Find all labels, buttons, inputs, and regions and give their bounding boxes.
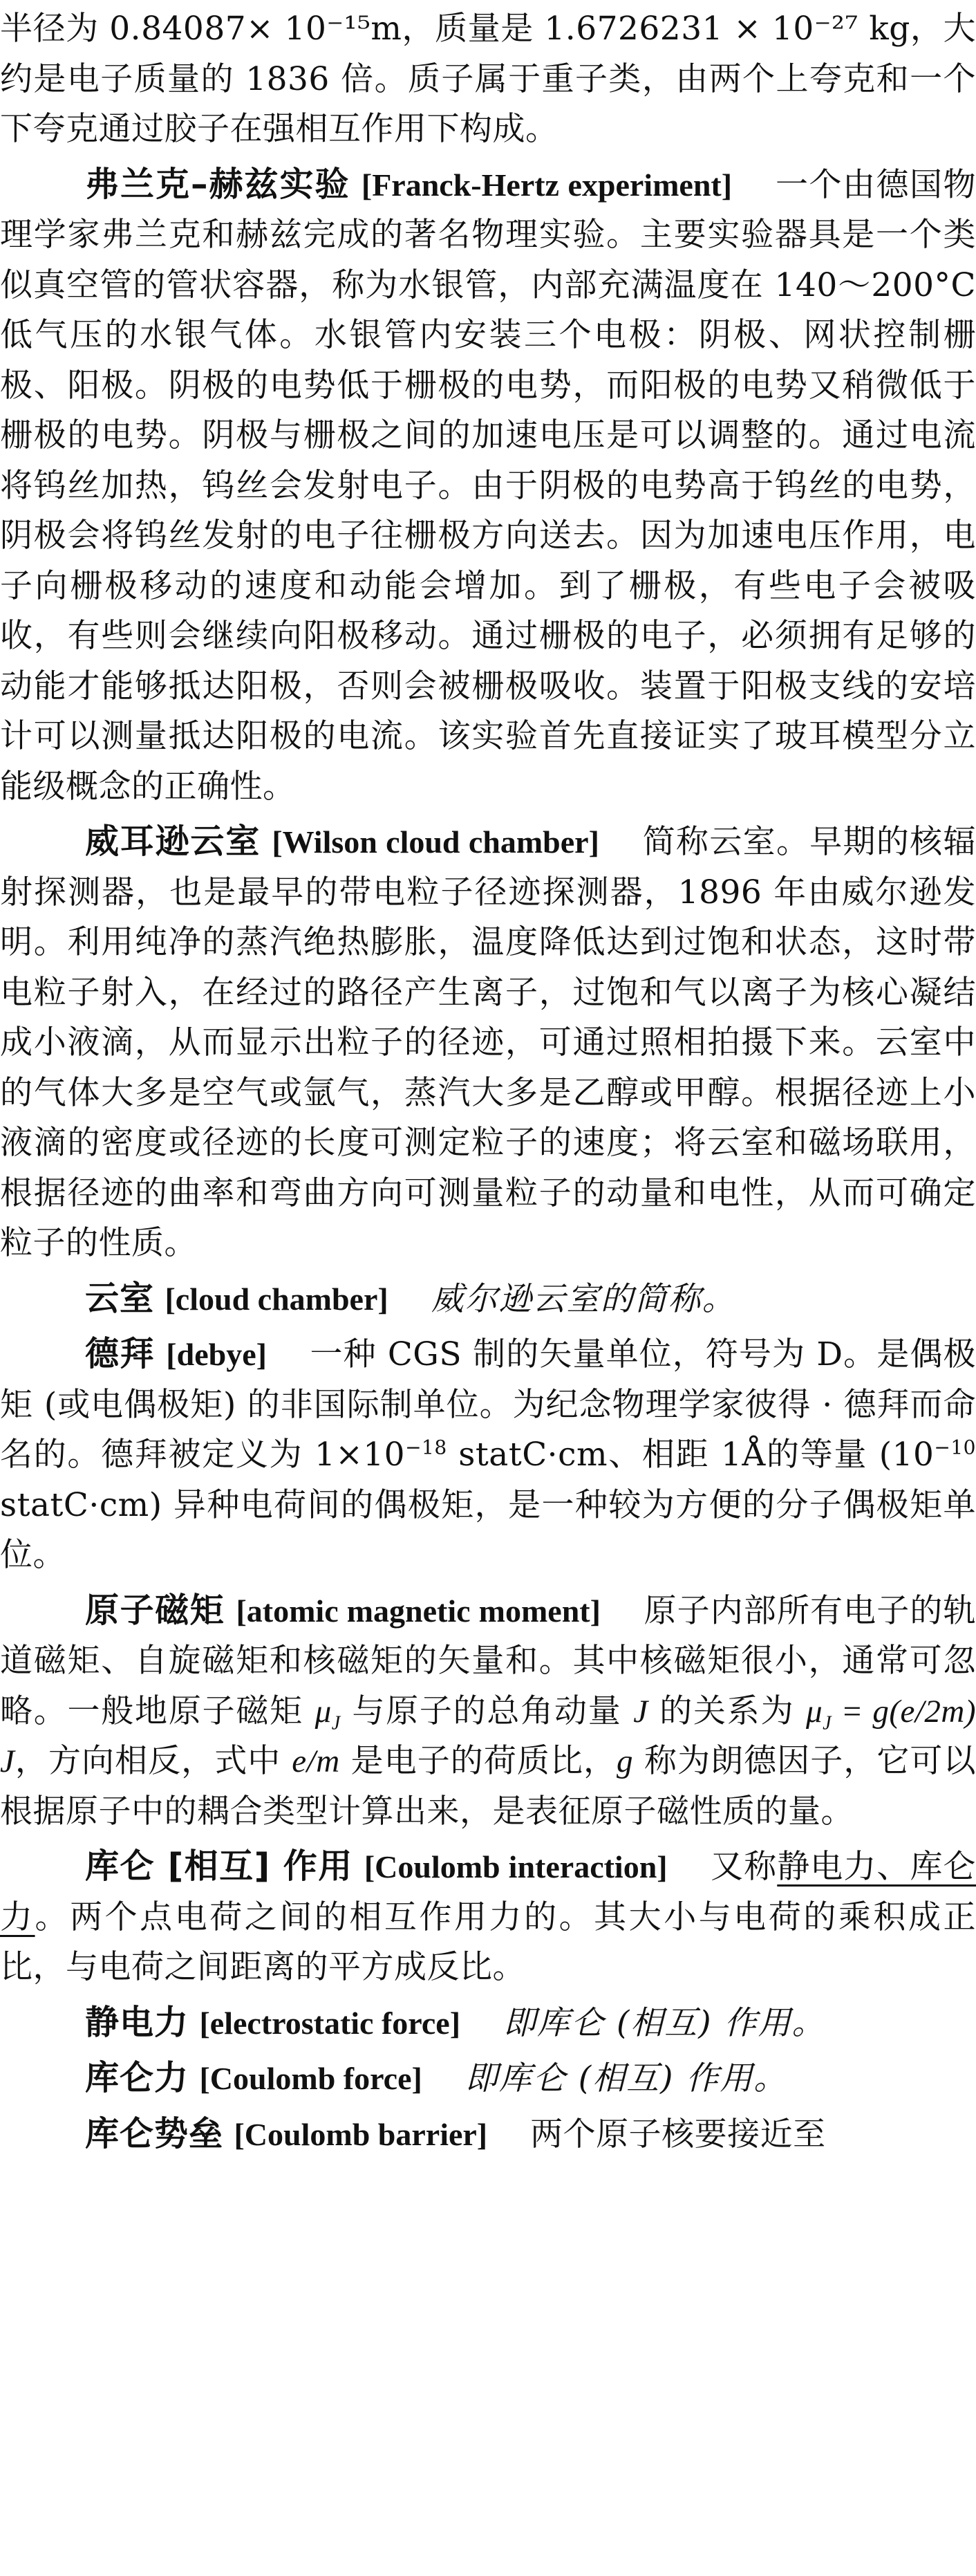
math-formula: μ	[806, 1693, 823, 1730]
exponent: −10	[934, 1436, 976, 1459]
entry-english: [Wilson cloud chamber]	[272, 824, 599, 860]
entry-term: 弗兰克–赫兹实验	[85, 164, 350, 204]
math-symbol: μ	[315, 1693, 332, 1730]
entry-english: [debye]	[166, 1337, 267, 1372]
math-subscript: J	[331, 1712, 341, 1734]
entry-term: 库仑势垒	[85, 2113, 224, 2153]
math-subscript: J	[823, 1712, 832, 1734]
entry-term: 库仑 [相互] 作用	[85, 1846, 353, 1886]
entry-definition: 的关系为	[648, 1692, 807, 1730]
entry-definition: 简称云室。早期的核辐射探测器，也是最早的带电粒子径迹探测器，1896 年由威尔逊发明。利用纯净的蒸汽绝热膨胀，温度降低达到过饱和状态，这时带电粒子射入，在经过的路径产生离子，过饱和气以离子为核心凝结成小液滴，从而显示出粒子的径迹，可通过照相拍摄下来。云室中的气体大多是空气或氩气，蒸汽大多是乙醇或甲醇。根据径迹上小液滴的密度或径迹的长度可测定粒子的速度；将云室和磁场联用，根据径迹的曲率和弯曲方向可测量粒子的动量和电性，从而可确定粒子的性质。	[0, 823, 976, 1262]
entry-english: [Coulomb force]	[199, 2061, 422, 2096]
entry-coulomb-force	[0, 2053, 976, 2104]
entry-term: 云室	[85, 1278, 155, 1318]
entry-english: [Coulomb barrier]	[234, 2116, 488, 2152]
entry-coulomb-interaction	[0, 1842, 976, 1993]
entry-definition: 两个原子核要接近至	[530, 2115, 826, 2153]
entry-franck-hertz	[0, 160, 976, 813]
math-formula: = g(e/2m)J	[0, 1693, 976, 1779]
entry-atomic-magnetic-moment	[0, 1586, 976, 1837]
entry-english: [Franck-Hertz experiment]	[361, 167, 733, 203]
entry-proton-continuation	[0, 4, 976, 155]
entry-cross-reference: 即库仑 (相互) 作用。	[503, 2003, 826, 2042]
entry-definition: ，方向相反，式中	[15, 1742, 292, 1780]
entry-term: 库仑力	[85, 2058, 189, 2097]
entry-definition: statC·cm) 异种电荷间的偶极矩，是一种较为方便的分子偶极矩单位。	[0, 1485, 976, 1574]
entry-term: 威耳逊云室	[85, 822, 261, 861]
entry-electrostatic-force	[0, 1998, 976, 2049]
entry-term: 德拜	[85, 1334, 156, 1373]
entry-term: 静电力	[85, 2002, 189, 2042]
entry-wilson-cloud-chamber	[0, 817, 976, 1269]
entry-term: 原子磁矩	[85, 1590, 225, 1630]
entry-cross-reference: 即库仑 (相互) 作用。	[464, 2059, 788, 2097]
math-symbol: g	[617, 1743, 634, 1779]
entry-definition: 与原子的总角动量	[340, 1692, 634, 1730]
synonym-link[interactable]: 静电力、库仑力	[0, 1848, 976, 1936]
math-symbol: J	[633, 1693, 648, 1730]
math-symbol: e/m	[292, 1743, 340, 1779]
exponent: −18	[405, 1436, 447, 1459]
entry-coulomb-barrier	[0, 2109, 976, 2160]
entry-definition: 一个由德国物理学家弗兰克和赫兹完成的著名物理实验。主要实验器具是一个类似真空管的管状容器，称为水银管，内部充满温度在 140～200°C低气压的水银气体。水银管内安装三个电极：阴极、网状控制栅极、阳极。阴极的电势低于栅极的电势，而阳极的电势又稍微低于栅极的电势。阴极与栅极之间的加速电压是可以调整的。通过电流将钨丝加热，钨丝会发射电子。由于阴极的电势高于钨丝的电势，阴极会将钨丝发射的电子往栅极方向送去。因为加速电压作用，电子向栅极移动的速度和动能会增加。到了栅极，有些电子会被吸收，有些则会继续向阳极移动。通过栅极的电子，必须拥有足够的动能才能够抵达阳极，否则会被栅极吸收。装置于阳极支线的安培计可以测量抵达阳极的电流。该实验首先直接证实了玻耳模型分立能级概念的正确性。	[0, 165, 976, 806]
entry-english: [electrostatic force]	[199, 2005, 461, 2041]
entry-english: [cloud chamber]	[165, 1281, 388, 1317]
entry-debye	[0, 1329, 976, 1581]
entry-definition: 是电子的荷质比，	[339, 1742, 617, 1780]
entry-cross-reference: 威尔逊云室的简称。	[431, 1279, 736, 1318]
entry-definition: 一种 CGS 制的矢量单位，符号为 D。是偶极矩 (或电偶极矩) 的非国际制单位。为纪念物理学家彼得 · 德拜而命名的。德拜被定义为 1×10	[0, 1335, 976, 1474]
entry-definition: 又称	[710, 1848, 778, 1886]
entry-definition: 。两个点电荷之间的相互作用力的。其大小与电荷的乘积成正比，与电荷之间距离的平方成反比。	[0, 1898, 976, 1986]
entry-definition: statC·cm、相距 1Å的等量 (10	[447, 1436, 935, 1474]
entry-definition: 称为朗德因子，它可以根据原子中的耦合类型计算出来，是表征原子磁性质的量。	[0, 1742, 976, 1831]
entry-english: [Coulomb interaction]	[364, 1849, 668, 1884]
entry-definition: 原子内部所有电子的轨道磁矩、自旋磁矩和核磁矩的矢量和。其中核磁矩很小，通常可忽略。一般地原子磁矩	[0, 1591, 976, 1730]
entry-english: [atomic magnetic moment]	[236, 1593, 601, 1629]
entry-text: 半径为 0.84087× 10⁻¹⁵m，质量是 1.6726231 × 10⁻²⁷ kg，大约是电子质量的 1836 倍。质子属于重子类，由两个上夸克和一个下夸克通过胶子在强相互作用下构成。	[0, 10, 976, 148]
entry-cloud-chamber	[0, 1274, 976, 1325]
